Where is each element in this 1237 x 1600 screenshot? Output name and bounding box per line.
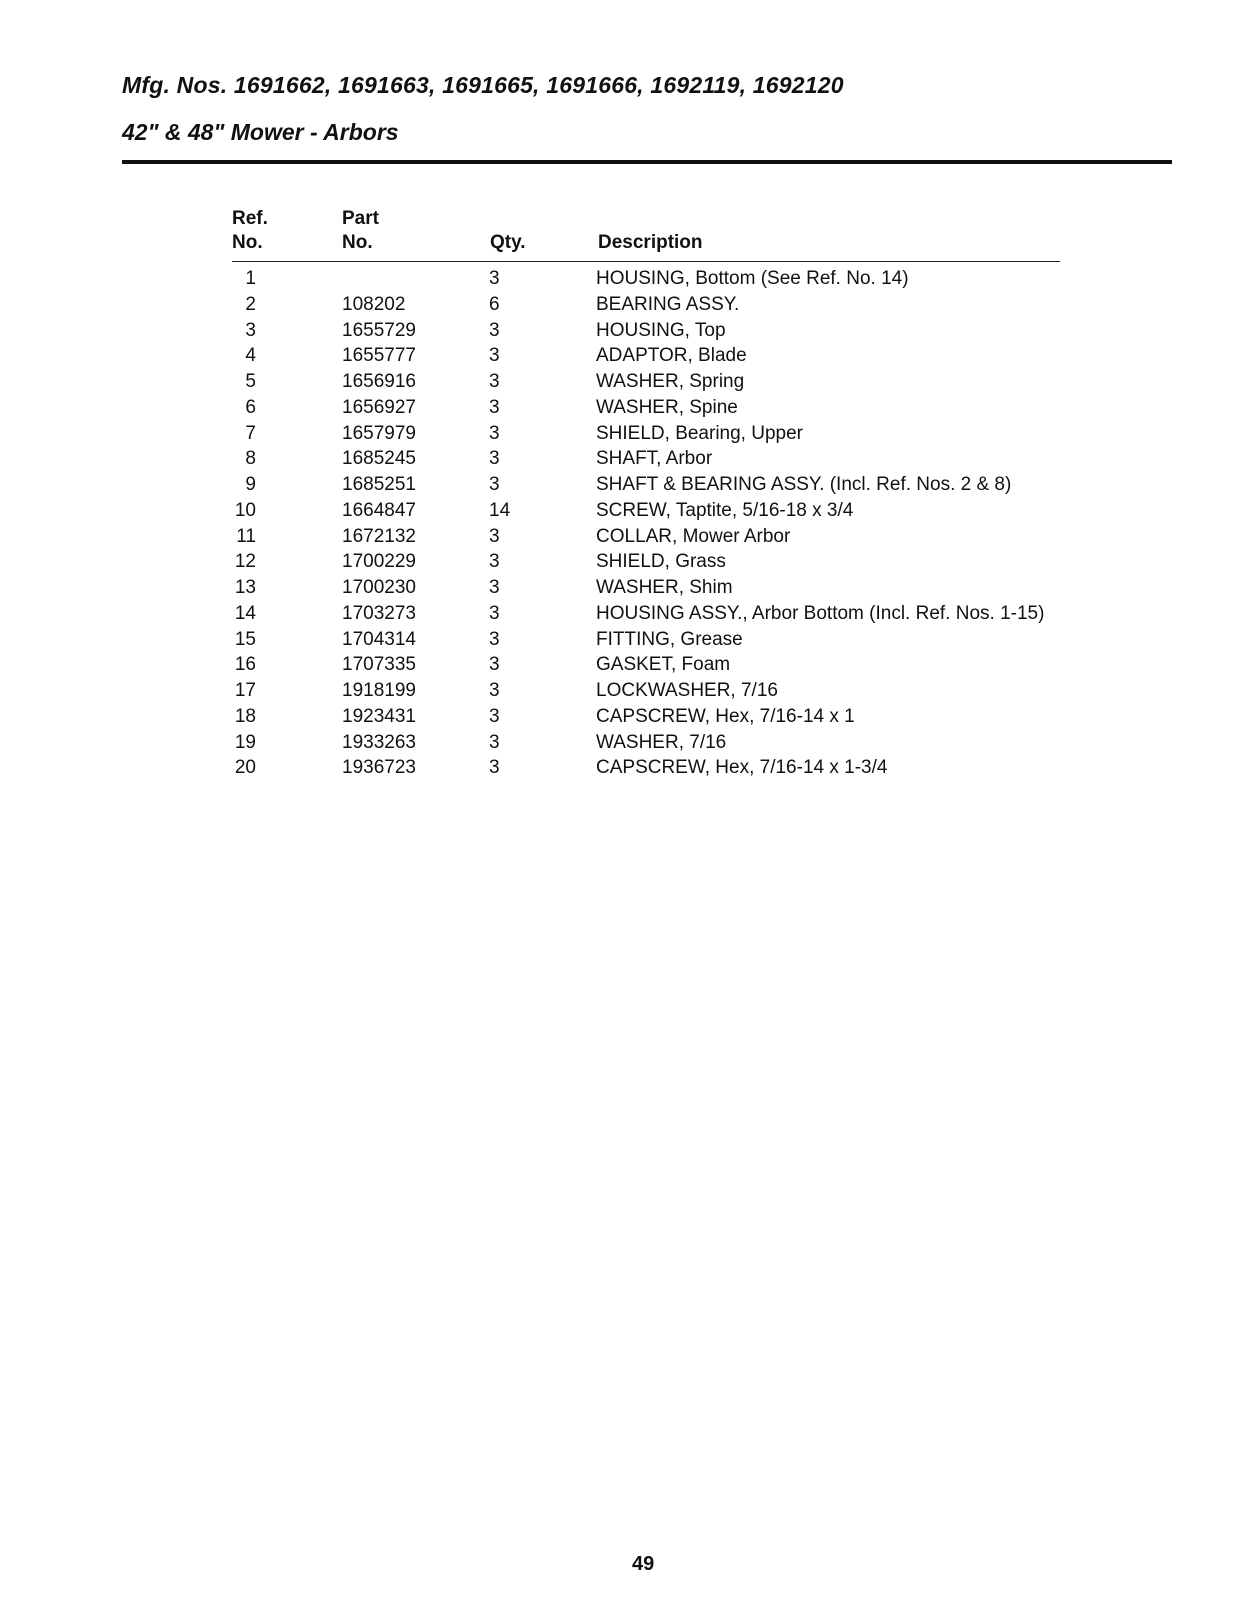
ref-cell: 18 [234, 705, 256, 727]
ref-cell: 8 [245, 448, 256, 470]
ref-cell: 17 [234, 680, 256, 701]
table-row [0, 627, 1237, 653]
ref-cell: 5 [245, 371, 256, 392]
ref-cell: 14 [234, 602, 256, 624]
table-row [0, 730, 1237, 756]
description-cell: CAPSCREW, Hex, 7/16-14 x 1 [596, 705, 855, 727]
table-row [0, 395, 1237, 421]
part-no-cell: 1918199 [342, 680, 416, 701]
qty-cell: 3 [489, 577, 500, 598]
qty-cell: 3 [489, 628, 500, 650]
table-row [0, 678, 1237, 704]
part-no-cell: 1656916 [342, 371, 416, 392]
table-row [0, 446, 1237, 472]
part-no-cell: 1704314 [342, 628, 416, 650]
description-cell: HOUSING, Bottom (See Ref. No. 14) [596, 268, 909, 289]
description-cell: WASHER, 7/16 [596, 731, 727, 753]
part-no-cell: 1664847 [342, 499, 416, 521]
qty-cell: 3 [489, 396, 500, 418]
part-no-cell: 1656927 [342, 396, 416, 418]
page-title: Mfg. Nos. 1691662, 1691663, 1691665, 1691666, 1692119, 1692120 [122, 72, 844, 98]
qty-cell: 3 [489, 422, 500, 444]
part-no-cell: 1936723 [342, 757, 416, 779]
column-header-part-line1: Part [342, 208, 379, 229]
part-no-cell: 1700230 [342, 577, 416, 598]
qty-cell: 3 [489, 319, 500, 341]
qty-cell: 3 [489, 345, 500, 367]
description-cell: SHAFT & BEARING ASSY. (Incl. Ref. Nos. 2 & 8) [596, 474, 1012, 495]
ref-cell: 19 [234, 731, 256, 753]
part-no-cell: 108202 [342, 293, 406, 315]
qty-cell: 3 [489, 525, 500, 547]
ref-cell: 6 [245, 396, 256, 418]
part-no-cell: 1672132 [342, 525, 416, 547]
description-cell: HOUSING, Top [596, 319, 726, 341]
part-no-cell: 1923431 [342, 705, 416, 727]
qty-cell: 3 [489, 654, 500, 676]
description-cell: GASKET, Foam [596, 654, 731, 676]
description-cell: WASHER, Spring [596, 371, 745, 392]
table-row [0, 601, 1237, 627]
table-row [0, 318, 1237, 344]
table-row [0, 343, 1237, 369]
ref-cell: 20 [234, 757, 256, 779]
table-row [0, 472, 1237, 498]
description-cell: LOCKWASHER, 7/16 [596, 680, 778, 701]
description-cell: FITTING, Grease [596, 628, 743, 650]
table-row [0, 575, 1237, 601]
description-cell: ADAPTOR, Blade [596, 345, 747, 367]
ref-cell: 12 [234, 551, 256, 573]
description-cell: WASHER, Spine [596, 396, 738, 418]
column-header-ref-line1: Ref. [232, 208, 268, 229]
column-header-ref-no [232, 207, 268, 255]
qty-cell: 6 [489, 293, 500, 315]
ref-cell: 7 [245, 422, 256, 444]
column-header-part-line2: No. [342, 232, 373, 253]
description-cell: BEARING ASSY. [596, 293, 740, 315]
qty-cell: 3 [489, 731, 500, 753]
part-no-cell: 1655777 [342, 345, 416, 367]
table-row [0, 421, 1237, 447]
qty-cell: 3 [489, 757, 500, 779]
table-row [0, 266, 1237, 292]
heading-divider [122, 160, 1172, 164]
ref-cell: 2 [245, 293, 256, 315]
table-row [0, 369, 1237, 395]
description-cell: HOUSING ASSY., Arbor Bottom (Incl. Ref. Nos. 1-15) [596, 602, 1045, 624]
description-cell: SHIELD, Grass [596, 551, 726, 573]
ref-cell: 4 [245, 345, 256, 367]
column-header-description: Description [598, 232, 703, 253]
ref-cell: 10 [234, 499, 256, 521]
table-row [0, 549, 1237, 575]
ref-cell: 15 [234, 628, 256, 650]
description-cell: SCREW, Taptite, 5/16-18 x 3/4 [596, 499, 854, 521]
column-header-part-no [342, 207, 379, 255]
qty-cell: 3 [489, 705, 500, 727]
table-row [0, 524, 1237, 550]
part-no-cell: 1933263 [342, 731, 416, 753]
table-row [0, 652, 1237, 678]
description-cell: CAPSCREW, Hex, 7/16-14 x 1-3/4 [596, 757, 888, 779]
qty-cell: 14 [489, 499, 511, 521]
part-no-cell: 1655729 [342, 319, 416, 341]
ref-cell: 13 [234, 577, 256, 598]
description-cell: COLLAR, Mower Arbor [596, 525, 791, 547]
qty-cell: 3 [489, 474, 500, 495]
table-row [0, 755, 1237, 781]
ref-cell: 9 [245, 474, 256, 495]
table-row [0, 498, 1237, 524]
qty-cell: 3 [489, 371, 500, 392]
ref-cell: 11 [236, 525, 256, 547]
column-header-qty: Qty. [490, 232, 526, 253]
part-no-cell: 1707335 [342, 654, 416, 676]
page-subtitle: 42" & 48" Mower - Arbors [122, 119, 399, 145]
page-number: 49 [632, 1553, 655, 1575]
ref-cell: 1 [245, 268, 256, 289]
ref-cell: 3 [245, 319, 256, 341]
table-row [0, 292, 1237, 318]
part-no-cell: 1685251 [342, 474, 416, 495]
qty-cell: 3 [489, 551, 500, 573]
part-no-cell: 1703273 [342, 602, 416, 624]
description-cell: WASHER, Shim [596, 577, 733, 598]
table-header-divider [232, 261, 1060, 262]
qty-cell: 3 [489, 680, 500, 701]
description-cell: SHIELD, Bearing, Upper [596, 422, 803, 444]
part-no-cell: 1700229 [342, 551, 416, 573]
ref-cell: 16 [234, 654, 256, 676]
table-row [0, 704, 1237, 730]
qty-cell: 3 [489, 602, 500, 624]
qty-cell: 3 [489, 268, 500, 289]
column-header-ref-line2: No. [232, 232, 263, 253]
parts-table [0, 266, 1237, 781]
description-cell: SHAFT, Arbor [596, 448, 713, 470]
qty-cell: 3 [489, 448, 500, 470]
part-no-cell: 1657979 [342, 422, 416, 444]
part-no-cell: 1685245 [342, 448, 416, 470]
